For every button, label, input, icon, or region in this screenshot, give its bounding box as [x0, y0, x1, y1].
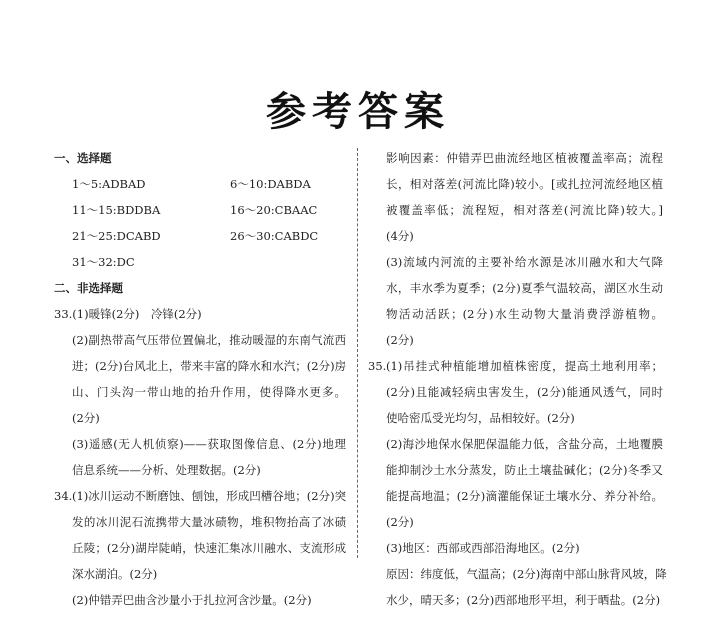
answer-range: 1～5:ADBAD: [72, 177, 146, 191]
text-line: (1)吊挂式种植能增加植株密度，提高土地利用率；: [386, 359, 663, 373]
question-number: 35.: [368, 359, 387, 373]
text-line: (1)冰川运动不断磨蚀、刨蚀，形成凹槽谷地；(2分)突: [72, 489, 347, 503]
text-line: 被覆盖率低；流程短，相对落差(河流比降)较大。]: [386, 203, 663, 217]
text-line: (2分)且能减轻病虫害发生，(2分)能通风透气，同时: [386, 385, 663, 399]
text-line: 水，丰水季为夏季；(2分)夏季气温较高，湖区水生动: [386, 281, 663, 295]
q35-part2: [368, 431, 663, 535]
q34-part2: (2)仲错弄巴曲含沙量小于扎拉河含沙量。(2分): [72, 593, 312, 607]
answer-range: 16～20:CBAAC: [230, 203, 318, 217]
q35-part3-reason: [368, 561, 667, 613]
text-line: (2)海沙地保水保肥保温能力低，含盐分高，土地覆膜: [386, 437, 663, 451]
text-line: (2分): [386, 333, 414, 347]
q34-part3: [368, 249, 663, 353]
answer-range: 31～32:DC: [72, 255, 135, 269]
text-line: 能提高地温；(2分)滴灌能保证土壤水分、养分补给。: [386, 489, 663, 503]
text-line: 物活动活跃；(2分)水生动物大量消费浮游植物。: [386, 307, 663, 321]
right-column: [368, 145, 667, 613]
text-line: 水少，晴天多；(2分)西部地形平坦，利于晒盐。(2分): [386, 593, 661, 607]
question-number: 34.: [54, 489, 73, 503]
q35-part1: [368, 353, 663, 431]
section-heading-choice: 一、选择题: [54, 151, 112, 165]
text-line: 信息系统——分析、处理数据。(2分): [72, 463, 261, 477]
q34-part2-continued: [368, 145, 663, 249]
text-line: 丘陵；(2分)湖岸陡峭，快速汇集冰川融水、支流形成: [72, 541, 347, 555]
answer-range: 6～10:DABDA: [230, 177, 311, 191]
text-line: 原因：纬度低，气温高；(2分)海南中部山脉背风坡，降: [386, 567, 667, 581]
answer-row: [54, 171, 346, 197]
text-line: 影响因素：仲错弄巴曲流经地区植被覆盖率高；流程: [386, 151, 663, 165]
left-column: [54, 145, 346, 613]
q33-part2: [54, 327, 346, 431]
text-line: (2)副热带高气压带位置偏北，推动暖湿的东南气流西: [72, 333, 346, 347]
answer-row: [54, 249, 346, 275]
text-line: 发的冰川泥石流携带大量冰碛物，堆积物抬高了冰碛: [72, 515, 347, 529]
q33-part1: 33.(1)暖锋(2分) 冷锋(2分): [54, 307, 202, 321]
text-line: 长，相对落差(河流比降)较小。[或扎拉河流经地区植: [386, 177, 663, 191]
q33-part3: [54, 431, 346, 483]
text-line: (2分): [72, 411, 100, 425]
q35-part3-region: (3)地区：西部或西部沿海地区。(2分): [386, 541, 580, 555]
text-line: 进；(2分)台风北上，带来丰富的降水和水汽；(2分)房: [72, 359, 347, 373]
q34-part1: [54, 483, 346, 587]
text-line: 深水湖泊。(2分): [72, 567, 158, 581]
answer-range: 26～30:CABDC: [230, 229, 319, 243]
text-line: 使哈密瓜受光均匀，品相较好。(2分): [386, 411, 575, 425]
text-line: (3)遥感(无人机侦察)——获取图像信息、(2分)地理: [72, 437, 346, 451]
answer-row: [54, 223, 346, 249]
page-title: 参考答案: [266, 89, 450, 135]
section-heading-non-choice: 二、非选择题: [54, 281, 123, 295]
column-divider: [357, 148, 358, 558]
text-line: (4分): [386, 229, 414, 243]
answer-range: 11～15:BDDBA: [72, 203, 161, 217]
text-line: 山、门头沟一带山地的抬升作用，使得降水更多。: [72, 385, 346, 399]
text-line: 能抑制沙土水分蒸发，防止土壤盐碱化；(2分)冬季又: [386, 463, 663, 477]
text-line: (2分): [386, 515, 414, 529]
answer-row: [54, 197, 346, 223]
answer-range: 21～25:DCABD: [72, 229, 161, 243]
text-line: (3)流域内河流的主要补给水源是冰川融水和大气降: [386, 255, 663, 269]
